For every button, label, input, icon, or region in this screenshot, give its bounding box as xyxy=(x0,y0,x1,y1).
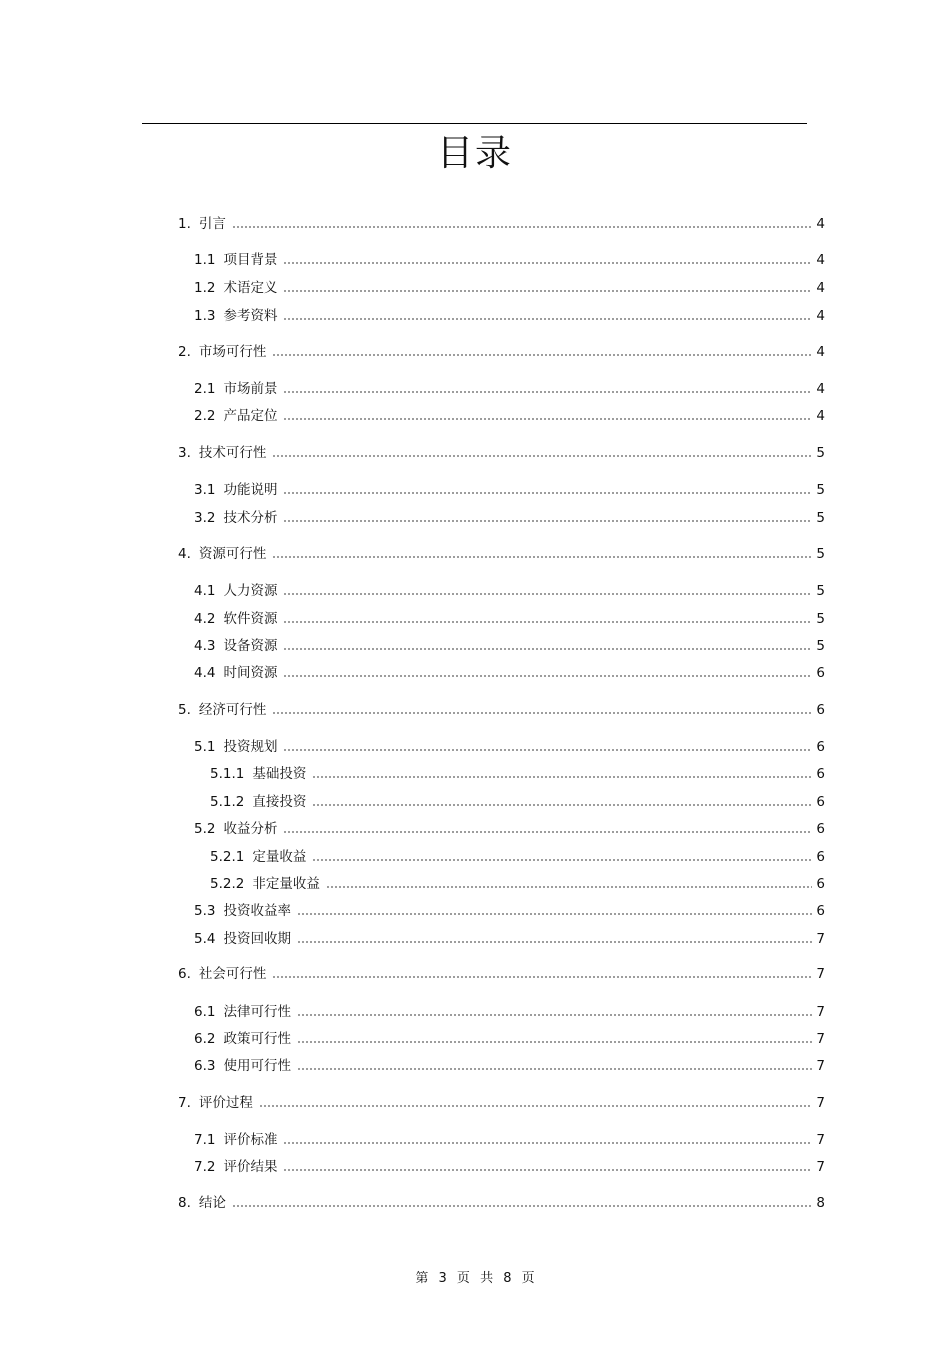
toc-dot-leader xyxy=(272,711,812,715)
toc-entry-label: 投资回收期 xyxy=(223,931,291,947)
toc-entry-label: 投资收益率 xyxy=(223,903,291,919)
toc-entry[interactable] xyxy=(178,1091,825,1111)
toc-entry-number: 7.2 xyxy=(194,1159,216,1175)
toc-entry-page: 4 xyxy=(816,216,825,232)
toc-entry-number: 1. xyxy=(178,216,191,232)
toc-entry-label: 直接投资 xyxy=(252,794,307,810)
toc-entry-page: 6 xyxy=(816,739,825,755)
toc-entry-label: 评价过程 xyxy=(198,1095,253,1111)
toc-entry-page: 5 xyxy=(816,546,825,562)
toc-dot-leader xyxy=(272,454,812,458)
toc-dot-leader xyxy=(283,1168,812,1172)
toc-entry[interactable] xyxy=(178,1191,825,1211)
toc-entry-page: 5 xyxy=(816,510,825,526)
toc-dot-leader xyxy=(312,803,812,807)
toc-dot-leader xyxy=(283,289,812,293)
toc-entry[interactable] xyxy=(194,1155,825,1175)
toc-entry-number: 2.2 xyxy=(194,408,216,424)
toc-entry-page: 4 xyxy=(816,408,825,424)
toc-entry-label: 技术可行性 xyxy=(198,445,267,461)
toc-entry-page: 6 xyxy=(816,766,825,782)
toc-dot-leader xyxy=(259,1104,813,1108)
toc-entry[interactable] xyxy=(194,579,825,599)
toc-dot-leader xyxy=(283,519,812,523)
toc-entry-page: 5 xyxy=(816,611,825,627)
toc-entry-number: 5.3 xyxy=(194,903,216,919)
toc-entry-number: 5.2 xyxy=(194,821,216,837)
toc-dot-leader xyxy=(272,353,812,357)
toc-entry[interactable] xyxy=(178,212,825,232)
toc-dot-leader xyxy=(326,885,813,889)
toc-entry-label: 非定量收益 xyxy=(252,876,320,892)
toc-entry-number: 5.2.2 xyxy=(210,876,245,892)
toc-entry[interactable] xyxy=(194,276,825,296)
toc-entry-label: 时间资源 xyxy=(223,665,278,681)
toc-entry-page: 7 xyxy=(816,1132,825,1148)
toc-entry-number: 4.3 xyxy=(194,638,216,654)
footer-total-pages: 8 xyxy=(503,1271,512,1286)
toc-entry-label: 参考资料 xyxy=(223,308,278,324)
toc-entry-page: 6 xyxy=(816,849,825,865)
toc-entry[interactable] xyxy=(210,790,825,810)
toc-entry[interactable] xyxy=(194,304,825,324)
toc-dot-leader xyxy=(297,940,812,944)
toc-entry-number: 1.3 xyxy=(194,308,216,324)
toc-dot-leader xyxy=(297,1013,812,1017)
toc-entry-label: 技术分析 xyxy=(223,510,278,526)
toc-entry-label: 资源可行性 xyxy=(198,546,267,562)
toc-entry-page: 5 xyxy=(816,583,825,599)
toc-entry-page: 4 xyxy=(816,280,825,296)
toc-entry-page: 4 xyxy=(816,308,825,324)
toc-entry-number: 6.2 xyxy=(194,1031,216,1047)
toc-entry-number: 5. xyxy=(178,702,191,718)
toc-entry-number: 2. xyxy=(178,344,191,360)
toc-entry-page: 6 xyxy=(816,821,825,837)
toc-entry-label: 市场可行性 xyxy=(198,344,267,360)
toc-dot-leader xyxy=(297,912,812,916)
toc-dot-leader xyxy=(283,647,812,651)
toc-entry-label: 软件资源 xyxy=(223,611,278,627)
toc-entry-label: 投资规划 xyxy=(223,739,278,755)
toc-entry-label: 收益分析 xyxy=(223,821,278,837)
toc-entry-label: 项目背景 xyxy=(223,252,278,268)
toc-entry-label: 评价结果 xyxy=(223,1159,278,1175)
footer-current-page: 3 xyxy=(438,1271,447,1286)
footer-page-word-end: 页 xyxy=(521,1271,535,1286)
toc-entry-label: 设备资源 xyxy=(223,638,278,654)
footer-page-word: 页 xyxy=(456,1271,470,1286)
toc-entry-number: 5.1.1 xyxy=(210,766,245,782)
toc-entry[interactable] xyxy=(194,1000,825,1020)
toc-dot-leader xyxy=(312,775,812,779)
toc-entry-page: 4 xyxy=(816,252,825,268)
toc-dot-leader xyxy=(283,830,812,834)
toc-dot-leader xyxy=(283,317,812,321)
toc-entry-number: 3. xyxy=(178,445,191,461)
toc-entry-number: 5.4 xyxy=(194,931,216,947)
toc-dot-leader xyxy=(283,417,812,421)
page-footer xyxy=(0,1270,950,1288)
toc-entry[interactable] xyxy=(194,735,825,755)
toc-entry-number: 7. xyxy=(178,1095,191,1111)
toc-entry-page: 6 xyxy=(816,665,825,681)
toc-dot-leader xyxy=(232,225,813,229)
toc-entry-label: 使用可行性 xyxy=(223,1058,291,1074)
toc-dot-leader xyxy=(283,261,812,265)
toc-entry[interactable] xyxy=(194,506,825,526)
toc-entry-number: 5.1 xyxy=(194,739,216,755)
toc-entry-label: 人力资源 xyxy=(223,583,278,599)
footer-prefix: 第 xyxy=(415,1271,429,1286)
toc-entry-number: 1.1 xyxy=(194,252,216,268)
toc-entry-page: 7 xyxy=(816,1058,825,1074)
toc-entry[interactable] xyxy=(194,817,825,837)
toc-entry-page: 5 xyxy=(816,482,825,498)
toc-entry-page: 4 xyxy=(816,381,825,397)
toc-dot-leader xyxy=(272,555,812,559)
toc-entry-label: 引言 xyxy=(198,216,226,232)
toc-entry-number: 1.2 xyxy=(194,280,216,296)
toc-entry-page: 8 xyxy=(816,1195,825,1211)
toc-dot-leader xyxy=(283,748,812,752)
toc-entry-number: 5.1.2 xyxy=(210,794,245,810)
toc-dot-leader xyxy=(312,858,812,862)
toc-entry-page: 7 xyxy=(816,1095,825,1111)
footer-total-prefix: 共 xyxy=(480,1271,494,1286)
toc-dot-leader xyxy=(232,1204,813,1208)
toc-entry-page: 6 xyxy=(816,702,825,718)
toc-entry-number: 4.1 xyxy=(194,583,216,599)
toc-entry[interactable] xyxy=(178,340,825,360)
toc-entry[interactable] xyxy=(194,661,825,681)
toc-entry[interactable] xyxy=(194,899,825,919)
toc-entry-label: 法律可行性 xyxy=(223,1004,291,1020)
toc-entry[interactable] xyxy=(178,441,825,461)
toc-entry[interactable] xyxy=(194,248,825,268)
header-rule xyxy=(142,123,807,124)
toc-dot-leader xyxy=(272,975,812,979)
page-title: 目录 xyxy=(436,133,513,174)
toc-entry[interactable] xyxy=(210,845,825,865)
toc-entry-page: 6 xyxy=(816,794,825,810)
toc-entry-label: 产品定位 xyxy=(223,408,278,424)
toc-dot-leader xyxy=(283,390,812,394)
toc-entry[interactable] xyxy=(210,872,825,892)
toc-dot-leader xyxy=(283,592,812,596)
toc-entry-number: 4.2 xyxy=(194,611,216,627)
toc-entry-label: 功能说明 xyxy=(223,482,278,498)
toc-entry-label: 市场前景 xyxy=(223,381,278,397)
toc-entry-label: 经济可行性 xyxy=(198,702,267,718)
toc-entry-number: 2.1 xyxy=(194,381,216,397)
toc-entry-page: 7 xyxy=(816,1031,825,1047)
toc-entry-label: 评价标准 xyxy=(223,1132,278,1148)
toc-entry[interactable] xyxy=(178,698,825,718)
toc-entry-number: 4. xyxy=(178,546,191,562)
toc-entry[interactable] xyxy=(194,478,825,498)
toc-dot-leader xyxy=(283,491,812,495)
toc-entry-page: 5 xyxy=(816,445,825,461)
toc-entry-page: 6 xyxy=(816,903,825,919)
toc-dot-leader xyxy=(297,1067,812,1071)
toc-entry-page: 7 xyxy=(816,966,825,982)
toc-entry-page: 7 xyxy=(816,1004,825,1020)
toc-entry-label: 社会可行性 xyxy=(198,966,267,982)
toc-entry[interactable] xyxy=(194,927,825,947)
toc-entry-page: 7 xyxy=(816,1159,825,1175)
toc-entry-number: 8. xyxy=(178,1195,191,1211)
toc-entry[interactable] xyxy=(194,634,825,654)
toc-entry-number: 3.1 xyxy=(194,482,216,498)
toc-entry-number: 7.1 xyxy=(194,1132,216,1148)
toc-entry[interactable] xyxy=(194,404,825,424)
toc-entry-page: 5 xyxy=(816,638,825,654)
toc-entry-number: 6.1 xyxy=(194,1004,216,1020)
toc-entry-number: 4.4 xyxy=(194,665,216,681)
toc-entry[interactable] xyxy=(178,542,825,562)
toc-entry-number: 3.2 xyxy=(194,510,216,526)
toc-dot-leader xyxy=(297,1040,812,1044)
toc-entry-label: 基础投资 xyxy=(252,766,307,782)
toc-entry-number: 5.2.1 xyxy=(210,849,245,865)
toc-entry-label: 定量收益 xyxy=(252,849,307,865)
toc-entry[interactable] xyxy=(194,607,825,627)
toc-entry-label: 政策可行性 xyxy=(223,1031,291,1047)
toc-entry-number: 6. xyxy=(178,966,191,982)
toc-entry-page: 4 xyxy=(816,344,825,360)
toc-dot-leader xyxy=(283,674,812,678)
toc-entry[interactable] xyxy=(194,1027,825,1047)
toc-entry[interactable] xyxy=(194,377,825,397)
toc-entry-page: 6 xyxy=(816,876,825,892)
toc-entry[interactable] xyxy=(178,962,825,982)
toc-entry-label: 结论 xyxy=(198,1195,226,1211)
toc-entry-page: 7 xyxy=(816,931,825,947)
toc-entry-label: 术语定义 xyxy=(223,280,278,296)
toc-entry[interactable] xyxy=(210,762,825,782)
toc-entry[interactable] xyxy=(194,1128,825,1148)
toc-entry[interactable] xyxy=(194,1054,825,1074)
toc-dot-leader xyxy=(283,620,812,624)
toc-dot-leader xyxy=(283,1141,812,1145)
toc-entry-number: 6.3 xyxy=(194,1058,216,1074)
